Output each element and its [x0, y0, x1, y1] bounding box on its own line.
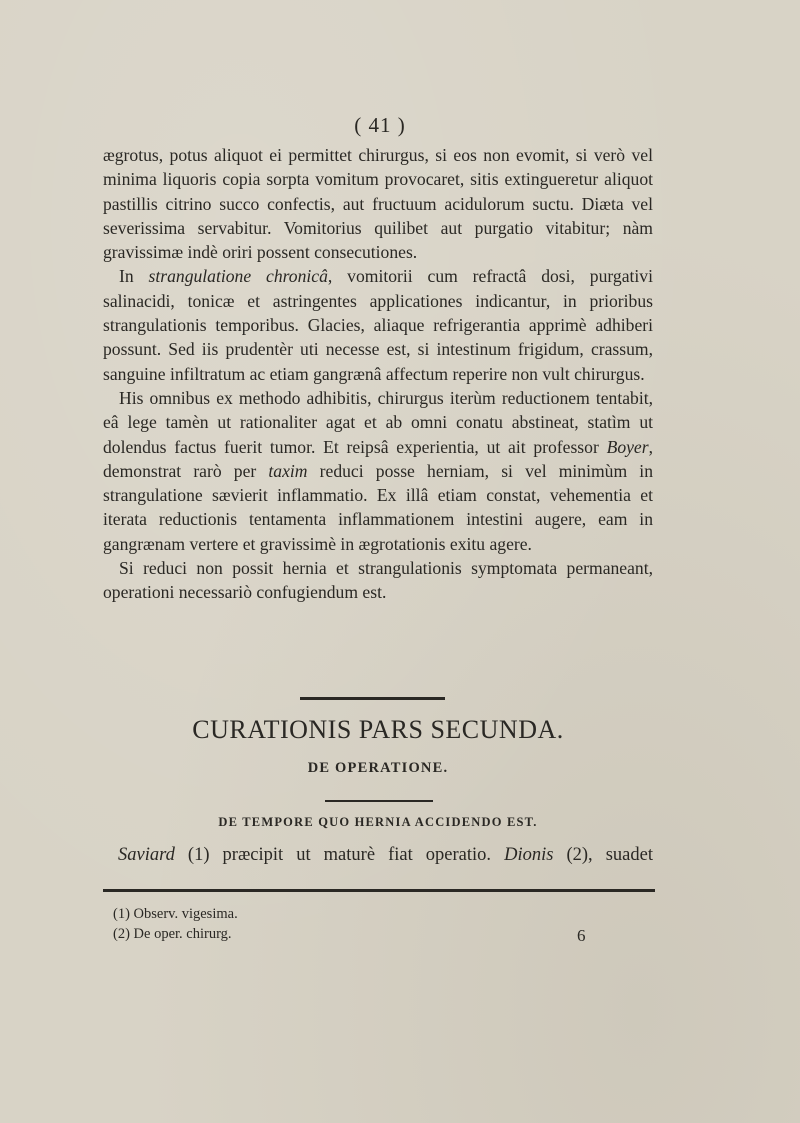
section-title: DE TEMPORE QUO HERNIA ACCIDENDO EST.	[218, 815, 538, 829]
text-run: reduci posse herniam, si vel minimùm in strangulatione sævierit inflammatio. Ex illâ etiam constat, vehementia et iterata reductionis tentamenta inflammationem intestini augere, eam in gangrænam vertere et gravissimè in ægrotationis exitu agere.	[103, 460, 653, 554]
text-run: In	[119, 266, 149, 287]
italic-run: Dionis	[504, 845, 554, 865]
continuing-text-line	[118, 845, 653, 866]
text-run: , vomitorii cum refractâ dosi, purgativi salinacidi, tonicæ et astringentes applicationes indicantur, in prioribus strangulationis temporibus. Glacies, aliaque refrigerantia apprimè adhiberi possunt. Sed iis prudentèr uti necesse est, si intestinum frigidum, crassum, sanguine infiltratum ac etiam gangrænâ affectum reperire non vult chirurgus.	[103, 266, 653, 384]
footnote-rule	[103, 889, 655, 892]
italic-run: Saviard	[118, 845, 175, 865]
part-subheading: DE OPERATIONE.	[307, 760, 449, 776]
signature-mark: 6	[577, 926, 586, 945]
italic-run: strangulatione chronicâ	[148, 266, 328, 287]
paragraph	[103, 556, 653, 605]
footnote-1: (1) Observ. vigesima.	[113, 906, 238, 922]
italic-run: taxim	[268, 460, 308, 481]
italic-run: Boyer	[606, 436, 649, 457]
text-run: His omnibus ex methodo adhibitis, chirurgus iterùm reductionem tentabit, eâ lege tamèn ut rationaliter agat et ab omni conatu abstineat, statìm ut dolendus factus fuerit tumor. Et reipsâ experientia, ut ait professor	[103, 387, 653, 457]
text-run: Si reduci non possit hernia et strangulationis symptomata permaneant, operationi necessariò confugiendum est.	[103, 558, 653, 603]
paragraph	[103, 386, 653, 556]
text-run: ægrotus, potus aliquot ei permittet chirurgus, si eos non evomit, si verò vel minima liquoris copia sorpta vomitum provocaret, sitis extingueretur aliquot pastillis citrino succo confectis, aut fructuum acidulorum suctu. Diæta vel severissima servabitur. Vomitorius quilibet aut purgatio vitabitur; nàm gravissimæ indè oriri possent consecutiones.	[103, 145, 653, 263]
paragraph	[103, 143, 653, 264]
text-run: (2), suadet	[553, 845, 653, 865]
heading-rule-top	[300, 697, 445, 700]
paragraph	[103, 264, 653, 385]
part-heading: CURATIONIS PARS SECUNDA.	[192, 715, 564, 744]
body-text	[103, 143, 653, 605]
section-rule	[325, 800, 433, 802]
page-number: ( 41 )	[354, 113, 406, 137]
footnote-2: (2) De oper. chirurg.	[113, 926, 232, 942]
text-run: , demonstrat rarò per	[103, 436, 653, 481]
text-run: (1) præcipit ut maturè fiat operatio.	[174, 845, 505, 865]
